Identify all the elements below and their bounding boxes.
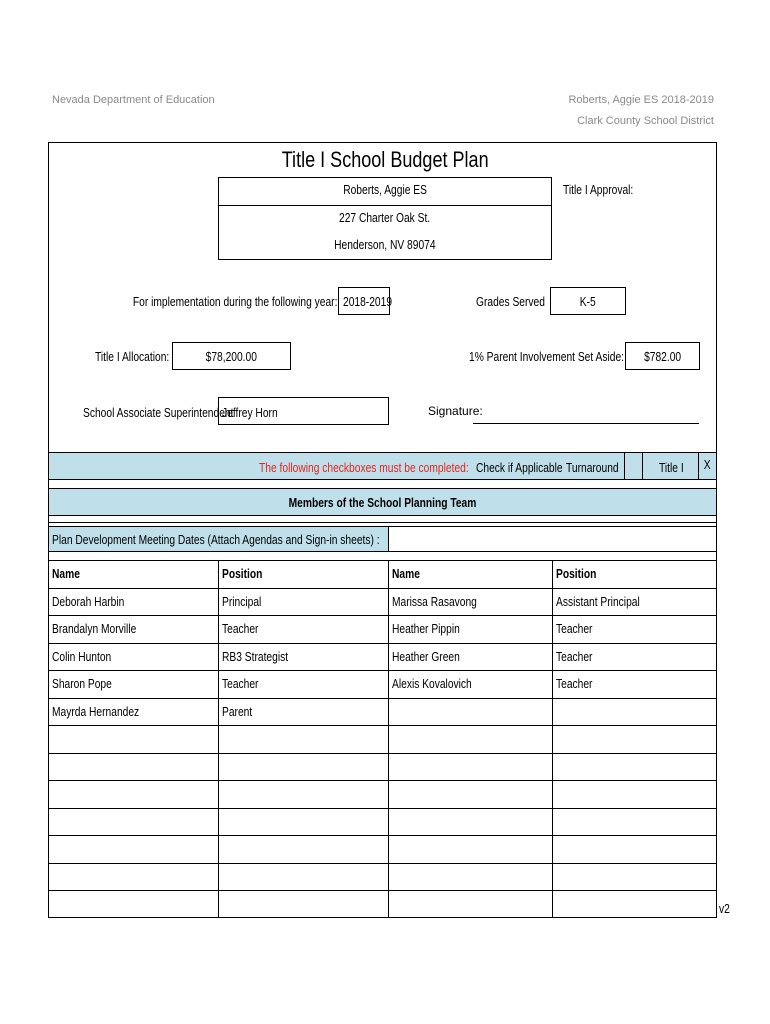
member-name: Colin Hunton	[52, 650, 112, 664]
implementation-label: For implementation during the following year:	[132, 295, 337, 309]
member-name: Alexis Kovalovich	[392, 677, 472, 691]
member-name: Brandalyn Morville	[52, 622, 137, 636]
member-position: RB3 Strategist	[222, 650, 289, 664]
member-name: Mayrda Hernandez	[52, 705, 140, 719]
member-position: Teacher	[556, 677, 593, 691]
table-row	[52, 699, 158, 725]
table-row	[52, 671, 125, 697]
school-year-label: Roberts, Aggie ES 2018-2019	[568, 94, 714, 106]
member-name: Heather Green	[392, 650, 460, 664]
parent-involvement-value: $782.00	[643, 350, 682, 364]
address-line1: 227 Charter Oak St.	[339, 211, 431, 225]
member-position: Teacher	[222, 677, 259, 691]
member-position: Parent	[222, 705, 253, 719]
signature-line[interactable]	[473, 423, 699, 424]
meeting-dates-field[interactable]	[388, 526, 717, 552]
department-label: Nevada Department of Education	[52, 94, 215, 106]
table-row	[52, 644, 124, 670]
check-if-applicable-label: Check if Applicable	[476, 461, 563, 475]
turnaround-checkbox[interactable]	[624, 452, 643, 480]
col-header-position-2: Position	[556, 567, 597, 581]
grades-served-label: Grades Served	[476, 295, 545, 309]
title1-checkbox[interactable]	[698, 452, 717, 480]
turnaround-label: Turnaround	[566, 461, 619, 475]
table-row	[52, 616, 155, 642]
member-position: Principal	[222, 595, 262, 609]
col-header-position-1: Position	[222, 567, 263, 581]
member-name: Marissa Rasavong	[392, 595, 477, 609]
implementation-year-value: 2018-2019	[343, 295, 393, 309]
address-line2: Henderson, NV 89074	[334, 238, 436, 252]
table-row	[52, 589, 140, 615]
title1-approval-label: Title I Approval:	[563, 183, 634, 197]
title1-label: Title I	[659, 461, 684, 475]
team-heading: Members of the School Planning Team	[288, 496, 477, 510]
member-name: Sharon Pope	[52, 677, 112, 691]
member-name: Deborah Harbin	[52, 595, 125, 609]
allocation-value: $78,200.00	[205, 350, 258, 364]
superintendent-label: School Associate Superintendent	[83, 406, 234, 420]
school-name: Roberts, Aggie ES	[343, 183, 427, 197]
member-position: Teacher	[556, 622, 593, 636]
grades-served-value: K-5	[580, 295, 596, 309]
col-header-name-2: Name	[392, 567, 420, 581]
member-position: Teacher	[222, 622, 259, 636]
version-label: v2	[719, 902, 730, 916]
meeting-dates-label: Plan Development Meeting Dates (Attach Agendas and Sign-in sheets) :	[52, 533, 380, 547]
parent-involvement-label: 1% Parent Involvement Set Aside:	[469, 350, 624, 364]
member-name: Heather Pippin	[392, 622, 460, 636]
district-label: Clark County School District	[577, 115, 714, 127]
member-position: Assistant Principal	[556, 595, 640, 609]
member-position: Teacher	[556, 650, 593, 664]
allocation-label: Title I Allocation:	[95, 350, 170, 364]
signature-label: Signature:	[428, 404, 483, 418]
superintendent-value: Jeffrey Horn	[222, 406, 278, 420]
title1-checkbox-mark: X	[704, 458, 711, 472]
form-title: Title I School Budget Plan	[281, 147, 489, 172]
checkbox-warning: The following checkboxes must be completed:	[259, 461, 469, 475]
col-header-name-1: Name	[52, 567, 80, 581]
